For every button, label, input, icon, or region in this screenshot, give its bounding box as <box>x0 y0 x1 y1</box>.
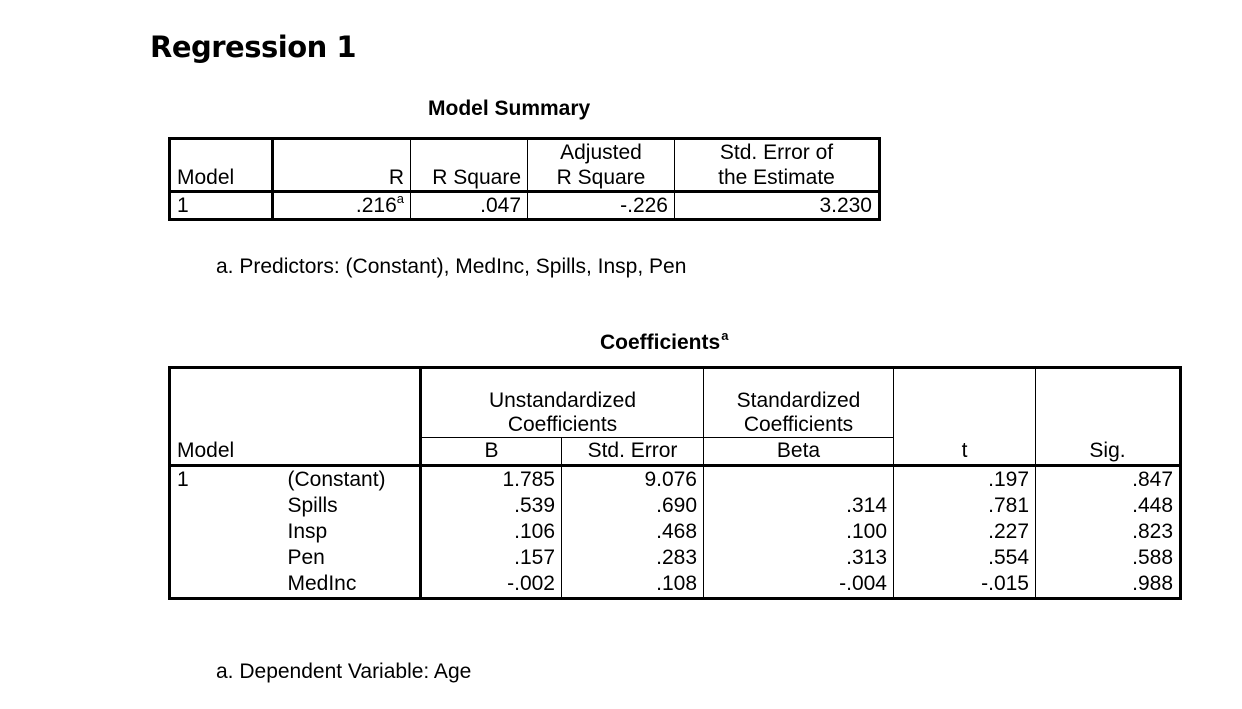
coefficients-title-text: Coefficients <box>600 331 721 354</box>
cell-std-error: .468 <box>562 519 704 545</box>
header-std-line2: Coefficients <box>743 412 854 436</box>
header-blank-sig <box>1036 368 1181 438</box>
header-adjusted-line2: R Square <box>556 166 646 189</box>
header-sig: Sig. <box>1036 437 1181 465</box>
header-adjusted-line1: Adjusted <box>560 141 642 164</box>
cell-sig: .823 <box>1132 519 1173 543</box>
cell-r-value: .216 <box>355 194 397 217</box>
cell-r <box>273 192 411 220</box>
coefficients-footnote: a. Dependent Variable: Age <box>216 660 472 683</box>
cell-sig: .847 <box>1132 467 1173 491</box>
cell-t: .554 <box>894 545 1036 571</box>
cell-b: .106 <box>421 519 562 545</box>
cell-beta: -.004 <box>704 571 894 599</box>
cell-beta: .100 <box>704 519 894 545</box>
coefficients-title <box>600 328 728 355</box>
cell-model <box>170 493 282 519</box>
cell-t: .781 <box>894 493 1036 519</box>
cell-std-error: .283 <box>562 545 704 571</box>
model-summary-footnote: a. Predictors: (Constant), MedInc, Spills, Insp, Pen <box>216 255 687 278</box>
cell-variable: MedInc <box>282 571 421 599</box>
coefficients-header-row <box>170 437 1181 465</box>
cell-r-square: .047 <box>411 192 528 220</box>
header-model: Model <box>170 437 282 465</box>
cell-variable: (Constant) <box>282 465 421 493</box>
cell-t: .227 <box>894 519 1036 545</box>
cell-std-error: 9.076 <box>562 465 704 493</box>
header-std-line1: Standardized <box>736 388 861 412</box>
cell-sig: .588 <box>1132 545 1173 569</box>
cell-model: 1 <box>170 192 273 220</box>
cell-adjusted-r-square: -.226 <box>528 192 675 220</box>
table-row <box>170 493 1181 519</box>
cell-std-error: .690 <box>562 493 704 519</box>
header-adjusted-r-square <box>528 139 675 192</box>
coefficients-body <box>170 465 1181 598</box>
header-r-square: R Square <box>411 139 528 192</box>
coefficients-title-superscript: a <box>721 328 729 343</box>
header-unstd-line1: Unstandardized <box>488 388 637 412</box>
cell-b: .157 <box>421 545 562 571</box>
table-row <box>170 465 1181 493</box>
page-heading: Regression 1 <box>150 30 357 64</box>
model-summary-title: Model Summary <box>428 97 591 120</box>
cell-model: 1 <box>177 467 189 491</box>
cell-sig: .988 <box>1132 571 1173 595</box>
header-r: R <box>273 139 411 192</box>
cell-b: 1.785 <box>421 465 562 493</box>
header-b: B <box>421 437 562 465</box>
header-std-error-estimate <box>675 139 880 192</box>
header-unstandardized <box>421 368 704 438</box>
header-std-error: Std. Error <box>562 437 704 465</box>
cell-beta: .313 <box>704 545 894 571</box>
cell-variable: Spills <box>282 493 421 519</box>
cell-t: -.015 <box>894 571 1036 599</box>
cell-b: -.002 <box>421 571 562 599</box>
table-row <box>170 519 1181 545</box>
cell-sig: .448 <box>1132 493 1173 517</box>
cell-variable: Pen <box>282 545 421 571</box>
table-row <box>170 571 1181 599</box>
cell-model <box>170 545 282 571</box>
model-summary-header-row <box>170 139 880 192</box>
header-unstd-line2: Coefficients <box>507 412 618 436</box>
cell-variable: Insp <box>282 519 421 545</box>
model-summary-table <box>168 137 881 221</box>
header-blank-variable <box>282 368 421 438</box>
coefficients-group-header-row <box>170 368 1181 438</box>
cell-std-error: 3.230 <box>819 194 872 217</box>
coefficients-table <box>168 366 1182 600</box>
header-standardized <box>704 368 894 438</box>
cell-beta <box>704 465 894 493</box>
model-summary-row <box>170 192 880 220</box>
header-beta: Beta <box>704 437 894 465</box>
header-model: Model <box>170 139 273 192</box>
header-t: t <box>894 437 1036 465</box>
cell-r-superscript: a <box>396 191 404 206</box>
cell-beta: .314 <box>704 493 894 519</box>
cell-model <box>170 519 282 545</box>
header-blank-t <box>894 368 1036 438</box>
header-stderr-line2: the Estimate <box>718 166 835 189</box>
cell-std-error: .108 <box>562 571 704 599</box>
cell-b: .539 <box>421 493 562 519</box>
header-stderr-line1: Std. Error of <box>719 141 834 164</box>
cell-t: .197 <box>894 465 1036 493</box>
cell-model <box>170 571 282 599</box>
table-row <box>170 545 1181 571</box>
header-blank-model <box>170 368 282 438</box>
header-variable-blank <box>282 437 421 465</box>
